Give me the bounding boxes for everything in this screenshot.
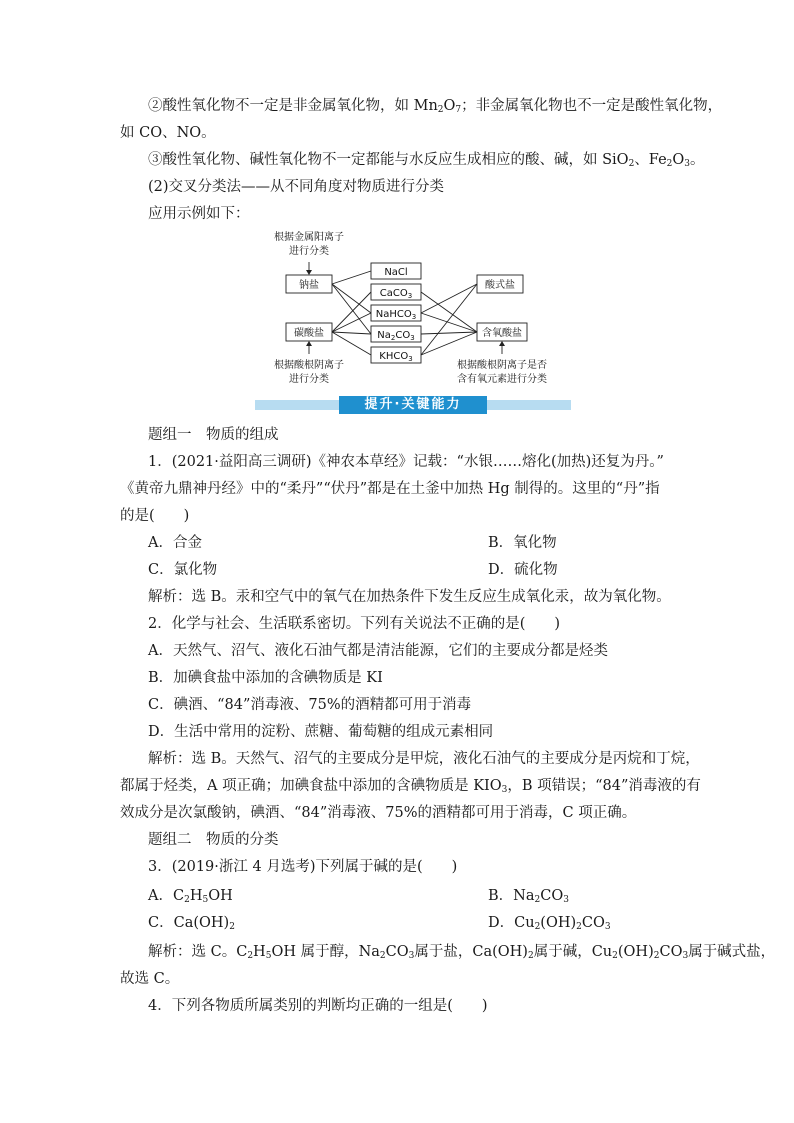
q3-analysis-line-1: 解析：选 C。$C_2H_5OH$ 属于醇，$Na_2CO_3$属于盐，$Ca(OH)_2$属于碱，$Cu_2(OH)_2CO_3$属于碱式盐， — [148, 944, 776, 961]
q2-analysis-line-1: 解析：选 B。天然气、沼气的主要成分是甲烷，液化石油气的主要成分是丙烷和丁烷， — [148, 751, 700, 767]
q1-option-c: C．氯化物 — [148, 562, 218, 578]
link-khco3-acid — [421, 284, 477, 355]
q2-option-a: A．天然气、沼气、液化石油气都是清洁能源，它们的主要成分都是烃类 — [148, 643, 608, 659]
q1-stem-line-1: 1．(2021·益阳高三调研)《神农本草经》记载：“水银……熔化(加热)还复为丹。” — [148, 454, 664, 470]
q3-analysis-line-2: 故选 C。 — [120, 971, 180, 987]
cross-classification-diagram — [270, 226, 570, 388]
link-carbonate-na2co3 — [332, 332, 371, 334]
bottom-note-2: 进行分类 — [289, 374, 329, 385]
q2-stem: 2．化学与社会、生活联系密切。下列有关说法不正确的是( ) — [148, 616, 561, 632]
q1-stem-line-3: 的是( ) — [120, 508, 190, 524]
label-nacl: NaCl — [384, 267, 408, 278]
group-2-title: 题组二 物质的分类 — [148, 832, 279, 848]
label-carbonate: 碳酸盐 — [294, 328, 324, 339]
q3-option-b: B．$Na_2CO_3$ — [488, 888, 569, 905]
q1-option-a: A．合金 — [148, 535, 202, 551]
q2-option-d: D．生活中常用的淀粉、蔗糖、葡萄糖的组成元素相同 — [148, 724, 494, 740]
link-sodium-nacl — [332, 271, 371, 284]
q3-stem: 3．(2019·浙江 4 月选考)下列属于碱的是( ) — [148, 859, 458, 875]
q1-stem-line-2: 《黄帝九鼎神丹经》中的“柔丹”“伏丹”都是在土釜中加热 Hg 制得的。这里的“丹”指 — [120, 481, 660, 497]
right-note-1: 根据酸根阴离子是否 — [457, 360, 547, 371]
note-2-continuation: 如 CO、NO。 — [120, 125, 216, 141]
q1-option-d: D．硫化物 — [488, 562, 558, 578]
label-acid-salt: 酸式盐 — [485, 280, 515, 291]
label-nahco3: NaHCO$_3$ — [375, 309, 417, 321]
link-na2co3-oxy — [421, 332, 477, 334]
link-nahco3-oxy — [421, 313, 477, 332]
q2-option-c: C．碘酒、“84”消毒液、75%的酒精都可用于消毒 — [148, 697, 472, 713]
q2-analysis-line-3: 效成分是次氯酸钠，碘酒、“84”消毒液、75%的酒精都可用于消毒，C 项正确。 — [120, 805, 637, 821]
q1-analysis: 解析：选 B。汞和空气中的氧气在加热条件下发生反应生成氧化汞，故为氧化物。 — [148, 589, 671, 605]
label-sodium-salt: 钠盐 — [299, 280, 319, 291]
top-note-1: 根据金属阳离子 — [274, 232, 344, 243]
bottom-note-1: 根据酸根阴离子 — [274, 360, 344, 371]
note-3-line: ③酸性氧化物、碱性氧化物不一定都能与水反应生成相应的酸、碱，如 SiO$_2$、$Fe_2O_3$。 — [148, 152, 705, 169]
q3-option-d: D．$Cu_2(OH)_2CO_3$ — [488, 915, 611, 932]
q3-option-a: A．$C_2H_5OH$ — [148, 888, 233, 905]
label-khco3: $KHCO_3$ — [379, 351, 413, 363]
section-banner — [255, 396, 571, 414]
link-khco3-oxy — [421, 332, 477, 355]
q4-stem: 4．下列各物质所属类别的判断均正确的一组是( ) — [148, 998, 488, 1014]
q1-option-b: B．氧化物 — [488, 535, 557, 551]
link-carbonate-khco3 — [332, 332, 371, 355]
group-1-title: 题组一 物质的组成 — [148, 427, 279, 443]
q2-analysis-line-2: 都属于烃类，A 项正确；加碘食盐中添加的含碘物质是 $KIO_3$，B 项错误；“84”消毒液的有 — [120, 778, 701, 795]
right-note-2: 含有氧元素进行分类 — [457, 374, 547, 385]
label-na2co3: $Na_2CO_3$ — [377, 330, 415, 342]
note-2-line: ②酸性氧化物不一定是非金属氧化物，如 $Mn_2O_7$；非金属氧化物也不一定是酸性氧化物， — [148, 98, 723, 115]
banner-title: 提升·关键能力 — [339, 396, 487, 414]
label-oxy-salt: 含氧酸盐 — [482, 328, 522, 339]
q2-option-b: B．加碘食盐中添加的含碘物质是 KI — [148, 670, 383, 686]
q3-option-c: C．$Ca(OH)_2$ — [148, 915, 235, 932]
top-note-2: 进行分类 — [289, 246, 329, 257]
example-intro: 应用示例如下： — [148, 206, 250, 222]
cross-classification-heading: (2)交叉分类法——从不同角度对物质进行分类 — [148, 179, 445, 195]
label-caco3: CaCO$_3$ — [379, 288, 413, 300]
link-carbonate-nahco3 — [332, 313, 371, 332]
